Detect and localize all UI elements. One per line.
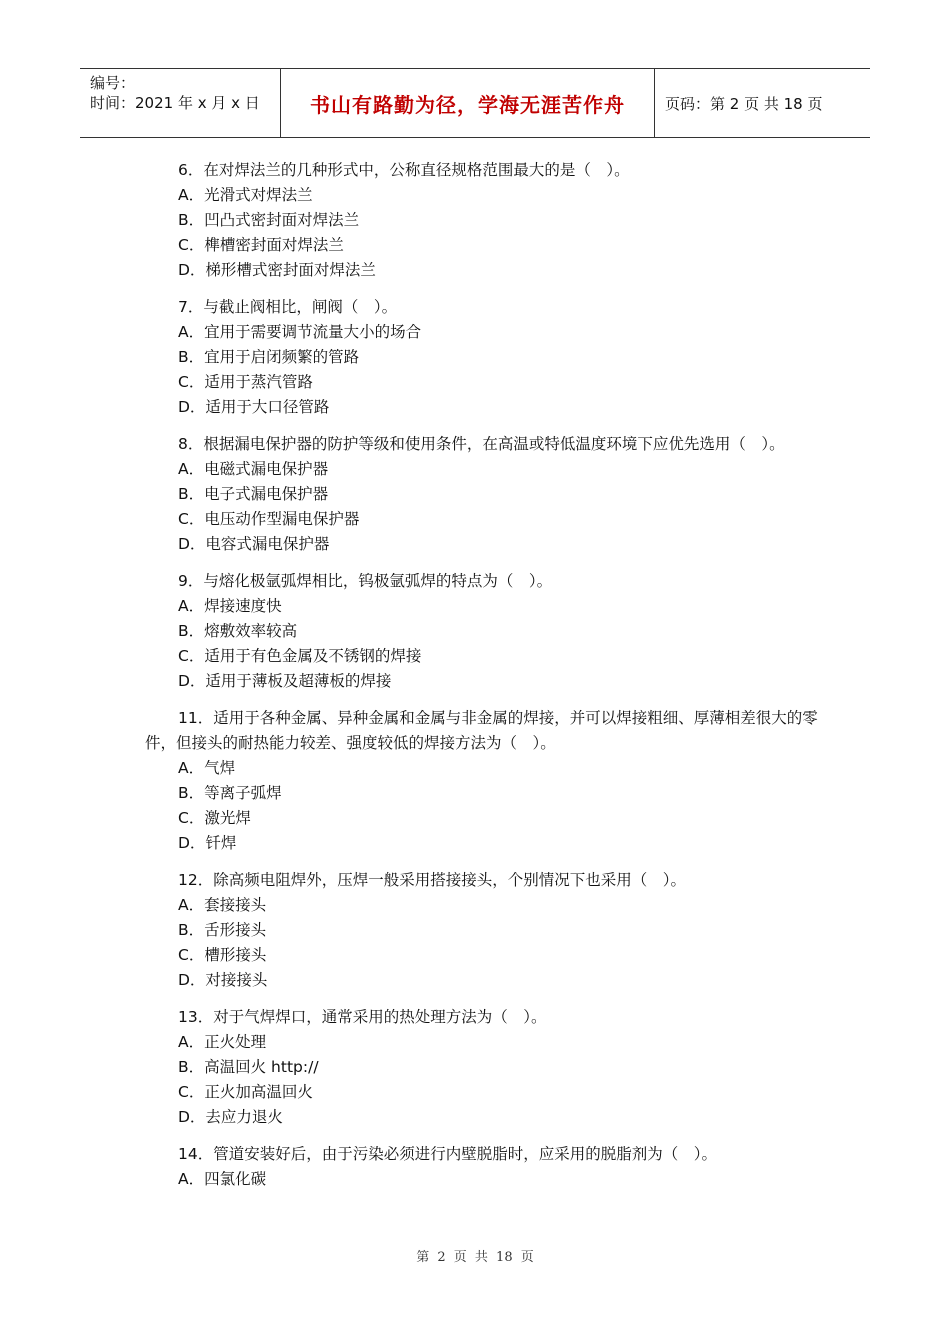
header-motto-cell [281,69,655,137]
page-info-text: 页码：第 2 页 共 18 页 [665,94,823,113]
question-option: A．焊接速度快 [178,597,282,615]
question-item [145,432,825,557]
question-stem: 8．根据漏电保护器的防护等级和使用条件，在高温或特低温度环境下应优先选用（ ）。 [178,435,785,453]
question-item [145,706,825,856]
question-option: D．适用于薄板及超薄板的焊接 [178,672,392,690]
question-option: D．梯形槽式密封面对焊法兰 [178,261,376,279]
question-option: A．气焊 [178,759,236,777]
question-item [145,569,825,694]
question-item [145,158,825,283]
question-option: B．舌形接头 [178,921,267,939]
question-option: C．榫槽密封面对焊法兰 [178,236,344,254]
header-page-info [655,69,870,137]
question-stem: 14．管道安装好后，由于污染必须进行内壁脱脂时，应采用的脱脂剂为（ ）。 [178,1145,717,1163]
question-option: D．去应力退火 [178,1108,283,1126]
question-option: C．正火加高温回火 [178,1083,313,1101]
question-option: B．等离子弧焊 [178,784,282,802]
question-stem: 7．与截止阀相比，闸阀（ ）。 [178,298,398,316]
question-stem: 13．对于气焊焊口，通常采用的热处理方法为（ ）。 [178,1008,547,1026]
question-option: C．适用于蒸汽管路 [178,373,313,391]
question-option: A．宜用于需要调节流量大小的场合 [178,323,422,341]
motto-text: 书山有路勤为径，学海无涯苦作舟 [310,92,625,117]
question-option: D．适用于大口径管路 [178,398,330,416]
question-option: C．槽形接头 [178,946,267,964]
page-footer [0,1246,950,1265]
question-option: A．正火处理 [178,1033,267,1051]
question-item [145,868,825,993]
question-stem: 12．除高频电阻焊外，压焊一般采用搭接接头，个别情况下也采用（ ）。 [178,871,686,889]
question-stem: 9．与熔化极氩弧焊相比，钨极氩弧焊的特点为（ ）。 [178,572,553,590]
question-option: B．凹凸式密封面对焊法兰 [178,211,360,229]
question-option: A．电磁式漏电保护器 [178,460,329,478]
question-option: D．电容式漏电保护器 [178,535,330,553]
question-list [145,158,825,1204]
number-label: 编号： [90,74,136,92]
question-item [145,295,825,420]
question-option: B．熔敷效率较高 [178,622,298,640]
question-option: D．钎焊 [178,834,237,852]
document-header [80,68,870,138]
question-option: D．对接接头 [178,971,268,989]
question-option: B．宜用于启闭频繁的管路 [178,348,360,366]
question-stem: 6．在对焊法兰的几种形式中，公称直径规格范围最大的是（ ）。 [178,161,630,179]
header-meta [80,69,281,137]
footer-page-number: 第 2 页 共 18 页 [416,1250,534,1265]
question-option: B．电子式漏电保护器 [178,485,329,503]
question-option: C．电压动作型漏电保护器 [178,510,360,528]
question-option: A．光滑式对焊法兰 [178,186,313,204]
question-option: B．高温回火 http:// [178,1058,319,1076]
question-option: C．激光焊 [178,809,251,827]
question-item [145,1142,825,1192]
question-stem: 11．适用于各种金属、异种金属和金属与非金属的焊接，并可以焊接粗细、厚薄相差很大的零件，但接头的耐热能力较差、强度较低的焊接方法为（ ）。 [145,709,818,752]
question-option: A．套接接头 [178,896,267,914]
question-option: A．四氯化碳 [178,1170,267,1188]
question-option: C．适用于有色金属及不锈钢的焊接 [178,647,422,665]
question-item [145,1005,825,1130]
time-label: 时间：2021 年 x 月 x 日 [90,94,260,112]
